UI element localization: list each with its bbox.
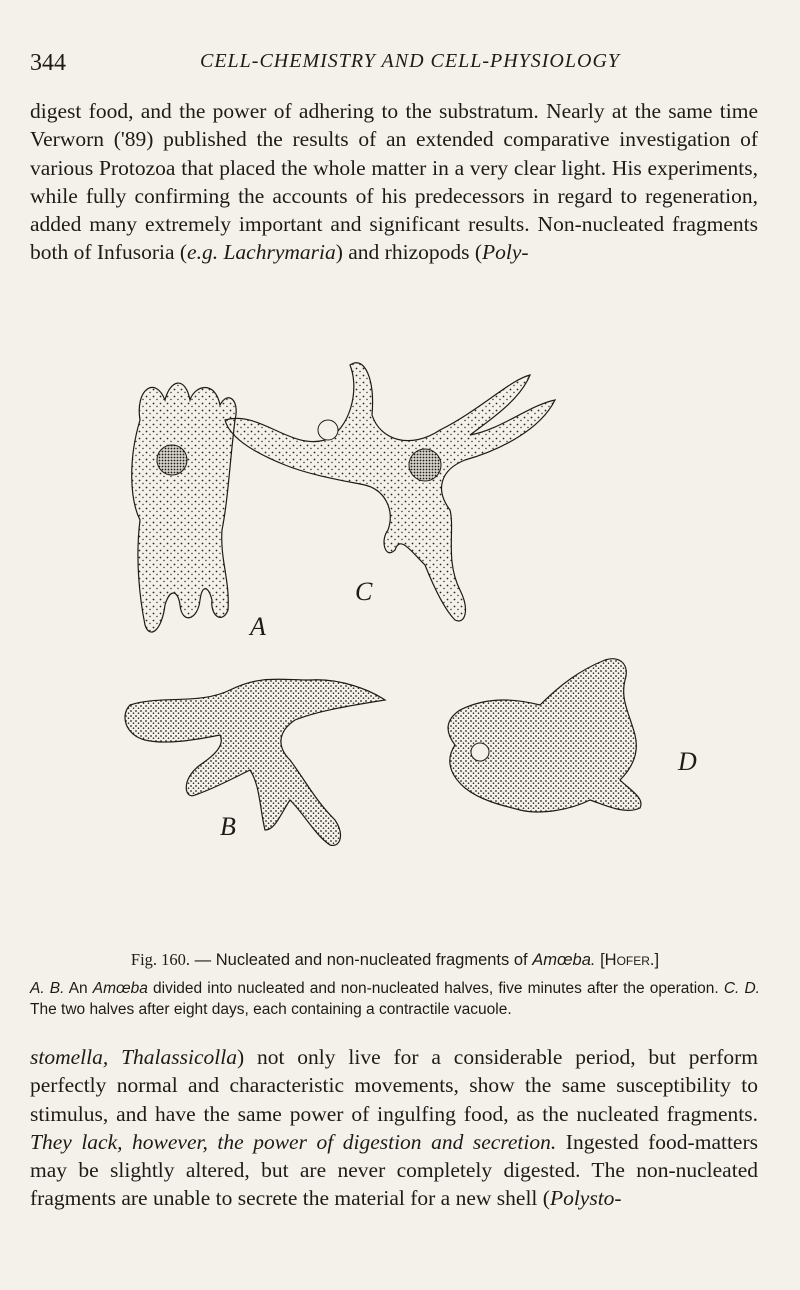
amoeba-c-nucleus [409,449,441,481]
page-header [30,50,770,80]
caption-italic-amoeba: Amœba. [532,951,596,969]
label-a: A [250,612,266,641]
amoeba-c-vacuole [318,420,338,440]
caption-title [30,950,760,970]
italic-polysto: Polysto- [549,1186,622,1211]
amoeba-a-nucleus [157,445,187,475]
caption-text: The two halves after eight days, each containing a contractile vacuole. [30,1001,512,1018]
text-run: ) and rhizopods ( [335,240,483,265]
amoeba-d-vacuole [471,743,489,761]
text-run: Ingested food-matters may be slightly altered, but are never completely digested. The non-nucleated fragments are unable to secrete the material for a new shell ( [30,1129,758,1211]
caption-italic-ab: A. B. [30,980,65,997]
caption-text: — Nucleated and non-nucleated fragments of [190,951,533,969]
label-d: D [678,747,697,776]
amoeba-c-outline [225,363,555,621]
amoeba-c [225,363,555,621]
figure-caption [30,950,760,1020]
label-c: C [355,577,373,606]
amoeba-d [448,659,697,812]
amoeba-b [125,679,385,845]
caption-italic-cd: C. D. [723,980,760,997]
page-number: 344 [30,50,66,76]
italic-eg: e.g. [187,240,219,265]
caption-description [30,978,760,1020]
paragraph-top [30,97,758,267]
italic-poly: Poly- [482,240,529,265]
figure-amoeba-fragments [110,360,730,935]
text-run: ) not only live for a considerable period, but perform perfectly normal and characteristic movements, show the same susceptibility to stimulus, and have the same power of ingulfing food, as the nucleated fragments. [30,1045,759,1126]
caption-source: [Hofer.] [600,951,660,969]
running-head: CELL-CHEMISTRY AND CELL-PHYSIOLOGY [200,50,621,72]
text-run: digest food, and the power of adhering to the substratum. Nearly at the same time Verworn ('89) published the results of an extended comparative investigation of various Protozoa that placed the whole matter in a very clear light. His experiments, while fully confirming the accounts of his predecessors in regard to regeneration, added many extremely important and significant results. Non-nucleated fragments both of Infusoria ( [30,99,758,265]
paragraph-bottom [30,1043,758,1213]
italic-lachrymaria: Lachrymaria [223,240,336,265]
amoeba-b-outline [125,679,385,845]
italic-they-lack: They lack, however, the power of digestion and secretion. [30,1129,557,1154]
caption-italic-amoeba2: Amœba [92,980,148,997]
amoeba-d-outline [448,659,641,812]
figure-illustration [110,360,730,935]
label-b: B [220,812,236,841]
amoeba-a-outline [132,383,236,632]
italic-stomella: stomella, Thalassicolla [30,1045,237,1069]
caption-text: An [64,980,93,997]
figure-number: Fig. 160. [130,950,191,969]
caption-text: divided into nucleated and non-nucleated halves, five minutes after the operation. [147,980,719,997]
